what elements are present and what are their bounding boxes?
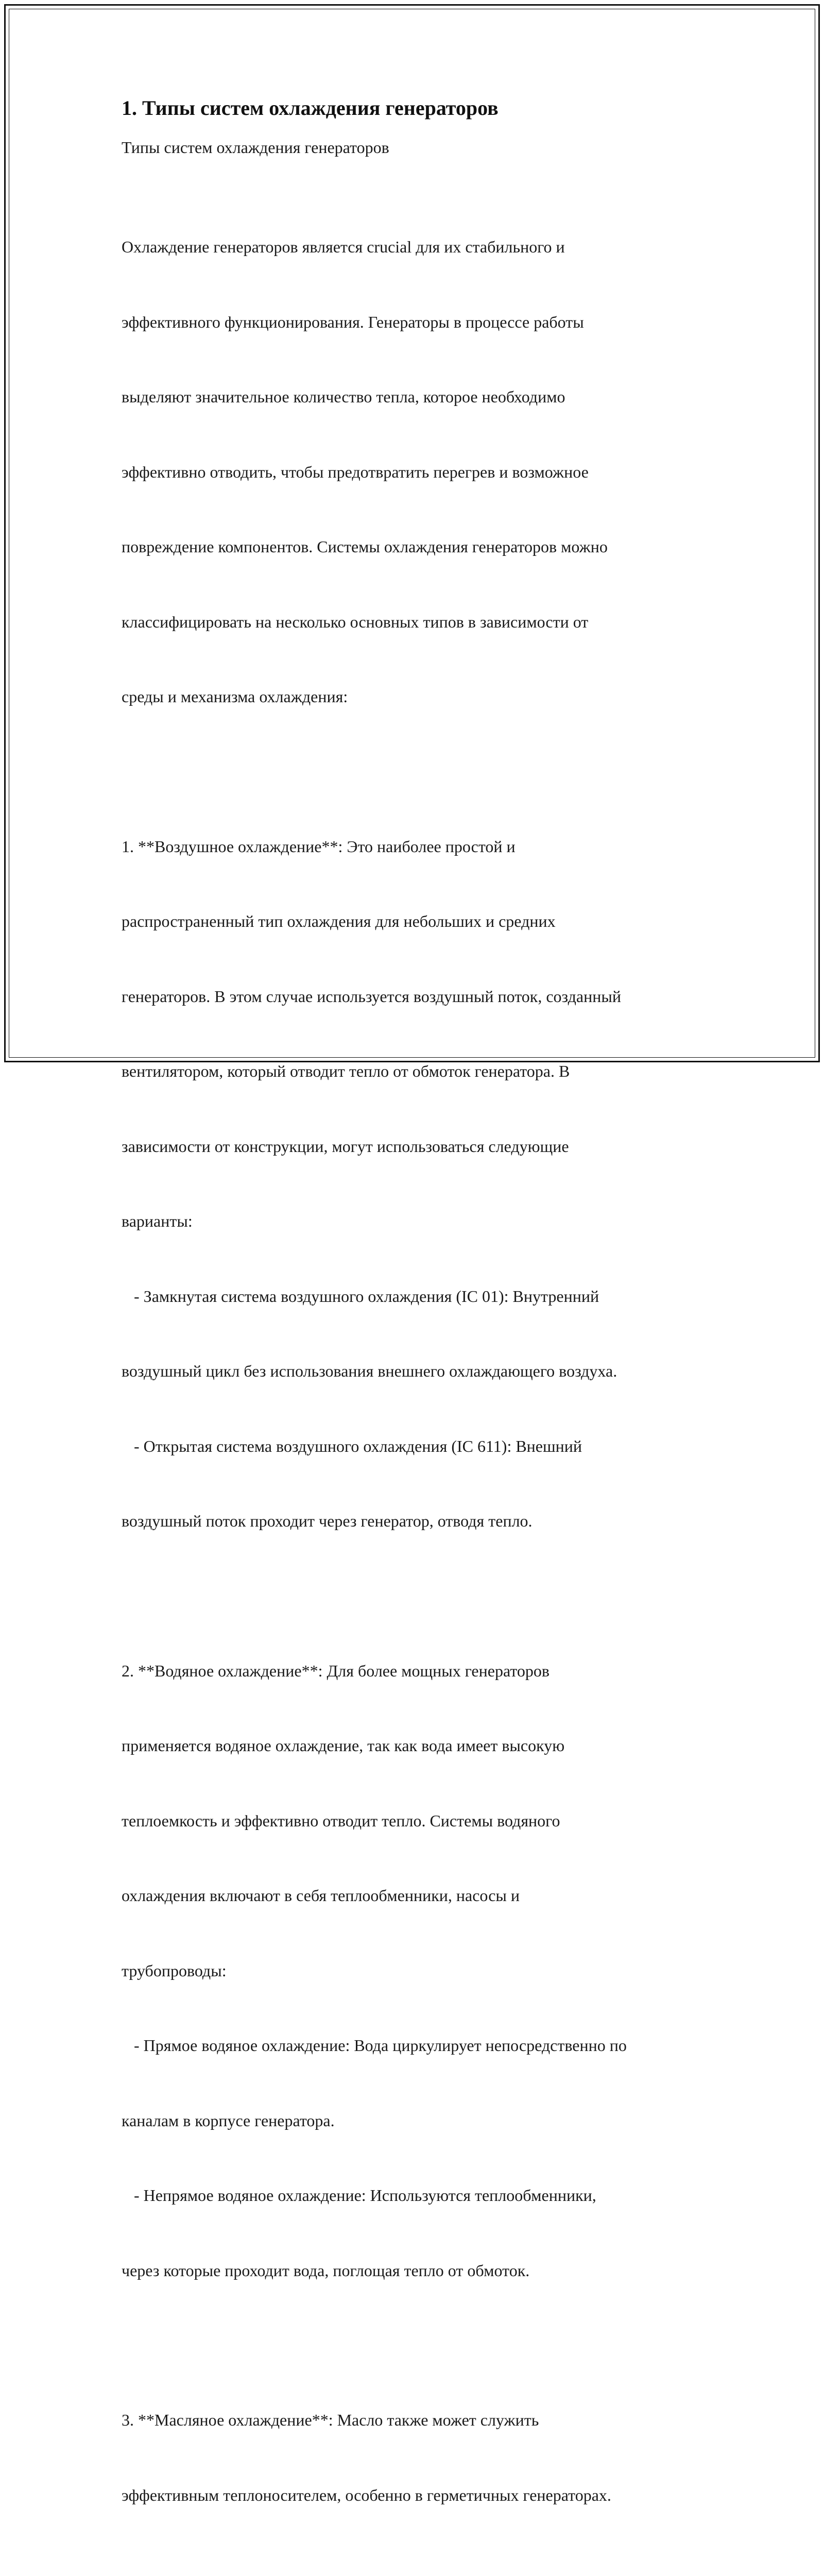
text-line: генераторов. В этом случае используется воздушный поток, созданный [122, 987, 621, 1006]
text-line: трубопроводы: [122, 1961, 227, 1980]
intro-paragraph [122, 184, 709, 759]
text-line: - Прямое водяное охлаждение: Вода циркулирует непосредственно по [122, 2036, 627, 2055]
text-line: 3. **Масляное охлаждение**: Масло также может служить [122, 2411, 539, 2429]
text-line: применяется водяное охлаждение, так как вода имеет высокую [122, 1736, 565, 1755]
text-line: теплоемкость и эффективно отводит тепло. Системы водяного [122, 1811, 560, 1830]
text-line: - Непрямое водяное охлаждение: Используются теплообменники, [122, 2186, 596, 2205]
text-line: вентилятором, который отводит тепло от обмоток генератора. В [122, 1062, 570, 1080]
text-line: воздушный поток проходит через генератор, отводя тепло. [122, 1512, 533, 1530]
text-line: выделяют значительное количество тепла, которое необходимо [122, 387, 565, 406]
text-line: распространенный тип охлаждения для небольших и средних [122, 912, 556, 930]
air-cooling-paragraph [122, 784, 709, 1584]
text-line: - Открытая система воздушного охлаждения (IC 611): Внешний [122, 1436, 582, 1455]
water-cooling-paragraph [122, 1608, 709, 2333]
document-body [122, 96, 709, 2576]
text-line: Охлаждение генераторов является crucial для их стабильного и [122, 238, 565, 256]
text-line: воздушный цикл без использования внешнего охлаждающего воздуха. [122, 1362, 617, 1380]
text-line: каналам в корпусе генератора. [122, 2111, 335, 2130]
text-line: повреждение компонентов. Системы охлаждения генераторов можно [122, 537, 608, 556]
text-line: эффективного функционирования. Генераторы в процессе работы [122, 312, 584, 331]
section-heading: 1. Типы систем охлаждения генераторов [122, 96, 499, 120]
text-line: - Замкнутая система воздушного охлаждения (IC 01): Внутренний [122, 1286, 599, 1306]
text-line: классифицировать на несколько основных типов в зависимости от [122, 612, 589, 631]
text-line: среды и механизма охлаждения: [122, 687, 348, 706]
text-line: 1. **Воздушное охлаждение**: Это наиболее простой и [122, 837, 516, 856]
text-line: эффективно отводить, чтобы предотвратить перегрев и возможное [122, 462, 589, 481]
section-subtitle: Типы систем охлаждения генераторов [122, 138, 389, 157]
text-line: эффективным теплоносителем, особенно в герметичных генераторах. [122, 2485, 611, 2504]
text-line: охлаждения включают в себя теплообменники, насосы и [122, 1886, 520, 1905]
text-line: варианты: [122, 1212, 193, 1230]
text-line: через которые проходит вода, поглощая тепло от обмоток. [122, 2261, 530, 2280]
oil-cooling-paragraph [122, 2358, 709, 2557]
text-line: зависимости от конструкции, могут использоваться следующие [122, 1137, 569, 1156]
text-line: 2. **Водяное охлаждение**: Для более мощных генераторов [122, 1661, 550, 1680]
